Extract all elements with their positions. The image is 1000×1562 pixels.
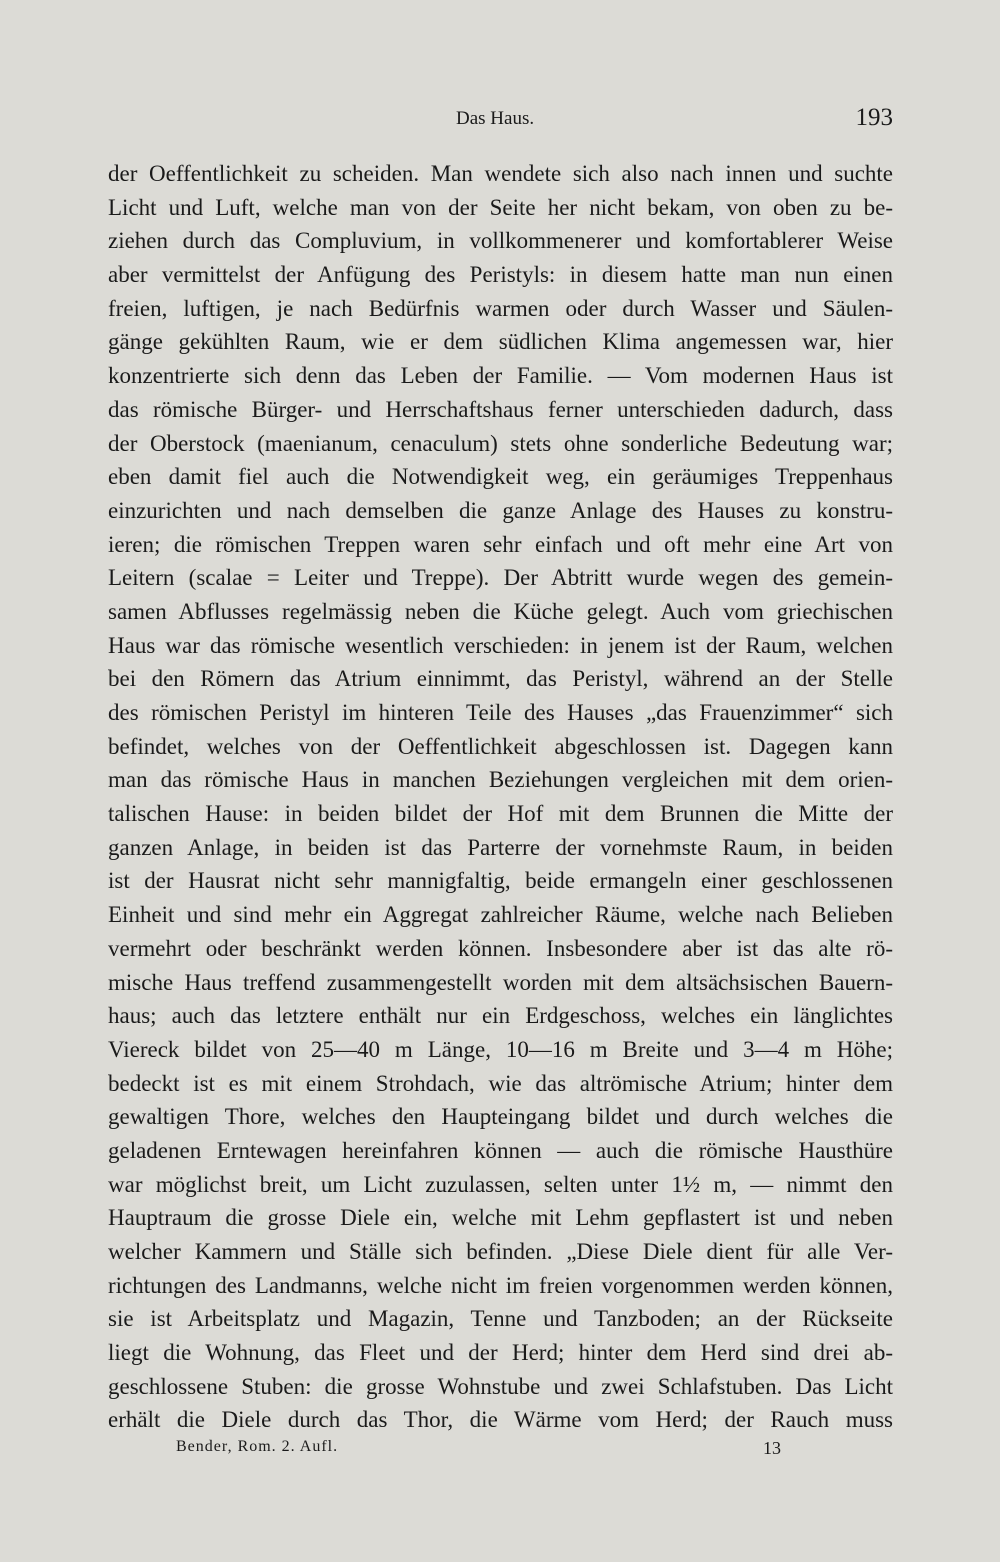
- body-text: [108, 157, 893, 1437]
- text-line: das römische Bürger- und Herrschaftshaus ferner unterschieden dadurch, dass: [108, 396, 893, 422]
- text-line: samen Abflusses regelmässig neben die Küche gelegt. Auch vom griechischen: [108, 598, 893, 624]
- text-line: einzurichten und nach demselben die ganze Anlage des Hauses zu konstru-: [108, 497, 893, 523]
- text-line: geladenen Erntewagen hereinfahren können — auch die römische Hausthüre: [108, 1137, 893, 1163]
- text-line: welcher Kammern und Ställe sich befinden. „Diese Diele dient für alle Ver-: [108, 1239, 893, 1264]
- text-line: geschlossene Stuben: die grosse Wohnstube und zwei Schlafstuben. Das Licht: [108, 1373, 893, 1399]
- text-line: vermehrt oder beschränkt werden können. Insbesondere aber ist das alte rö-: [108, 935, 893, 961]
- text-line: Haus war das römische wesentlich verschieden: in jenem ist der Raum, welchen: [108, 632, 893, 658]
- text-line: sie ist Arbeitsplatz und Magazin, Tenne und Tanzboden; an der Rückseite: [108, 1306, 893, 1332]
- text-line: liegt die Wohnung, das Fleet und der Herd; hinter dem Herd sind drei ab-: [108, 1340, 893, 1366]
- text-line: bedeckt ist es mit einem Strohdach, wie das altrömische Atrium; hinter dem: [108, 1070, 893, 1096]
- text-line: eben damit fiel auch die Notwendigkeit weg, ein geräumiges Treppenhaus: [108, 464, 893, 490]
- text-line: Einheit und sind mehr ein Aggregat zahlreicher Räume, welche nach Belieben: [108, 902, 893, 928]
- text-line: befindet, welches von der Oeffentlichkeit abgeschlossen ist. Dagegen kann: [108, 733, 893, 759]
- text-line: ieren; die römischen Treppen waren sehr einfach und oft mehr eine Art von: [108, 531, 893, 557]
- text-line: des römischen Peristyl im hinteren Teile des Hauses „das Frauenzimmer“ sich: [108, 700, 893, 725]
- text-line: freien, luftigen, je nach Bedürfnis warmen oder durch Wasser und Säulen-: [108, 295, 893, 321]
- text-line: man das römische Haus in manchen Beziehungen vergleichen mit dem orien-: [108, 767, 893, 793]
- text-line: haus; auch das letztere enthält nur ein Erdgeschoss, welches ein länglichtes: [108, 1003, 893, 1029]
- text-line: ganzen Anlage, in beiden ist das Parterre der vornehmste Raum, in beiden: [108, 834, 893, 860]
- text-line: Licht und Luft, welche man von der Seite her nicht bekam, von oben zu be-: [108, 194, 893, 220]
- text-line: war möglichst breit, um Licht zuzulassen, selten unter 1½ m, — nimmt den: [108, 1171, 893, 1197]
- text-line: der Oeffentlichkeit zu scheiden. Man wendete sich also nach innen und suchte: [108, 161, 893, 186]
- text-line: richtungen des Landmanns, welche nicht im freien vorgenommen werden können,: [108, 1272, 893, 1298]
- signature-number: 13: [763, 1438, 781, 1458]
- text-line: bei den Römern das Atrium einnimmt, das Peristyl, während an der Stelle: [108, 666, 893, 692]
- text-line: ist der Hausrat nicht sehr mannigfaltig, beide ermangeln einer geschlossenen: [108, 868, 893, 894]
- text-line: Viereck bildet von 25—40 m Länge, 10—16 m Breite und 3—4 m Höhe;: [108, 1036, 893, 1062]
- text-line: Hauptraum die grosse Diele ein, welche mit Lehm gepflastert ist und neben: [108, 1205, 893, 1231]
- text-line: gänge gekühlten Raum, wie er dem südlichen Klima angemessen war, hier: [108, 329, 893, 355]
- running-head: [108, 100, 893, 140]
- printer-signature: Bender, Rom. 2. Aufl.: [176, 1438, 339, 1455]
- text-line: talischen Hause: in beiden bildet der Hof mit dem Brunnen die Mitte der: [108, 801, 893, 827]
- text-line: gewaltigen Thore, welches den Haupteingang bildet und durch welches die: [108, 1104, 893, 1130]
- text-line: ziehen durch das Compluvium, in vollkommenerer und komfortablerer Weise: [108, 228, 893, 254]
- text-line: der Oberstock (maenianum, cenaculum) stets ohne sonderliche Bedeutung war;: [108, 430, 893, 456]
- text-line: konzentrierte sich denn das Leben der Familie. — Vom modernen Haus ist: [108, 363, 893, 389]
- text-line: mische Haus treffend zusammengestellt worden mit dem altsächsischen Bauern-: [108, 969, 893, 995]
- text-line: erhält die Diele durch das Thor, die Wärme vom Herd; der Rauch muss: [108, 1407, 893, 1433]
- signature-footer: [108, 1438, 893, 1468]
- text-line: aber vermittelst der Anfügung des Peristyls: in diesem hatte man nun einen: [108, 262, 893, 288]
- text-line: Leitern (scalae = Leiter und Treppe). Der Abtritt wurde wegen des gemein-: [108, 565, 893, 591]
- running-title: Das Haus.: [456, 108, 535, 129]
- page-number: 193: [855, 104, 893, 131]
